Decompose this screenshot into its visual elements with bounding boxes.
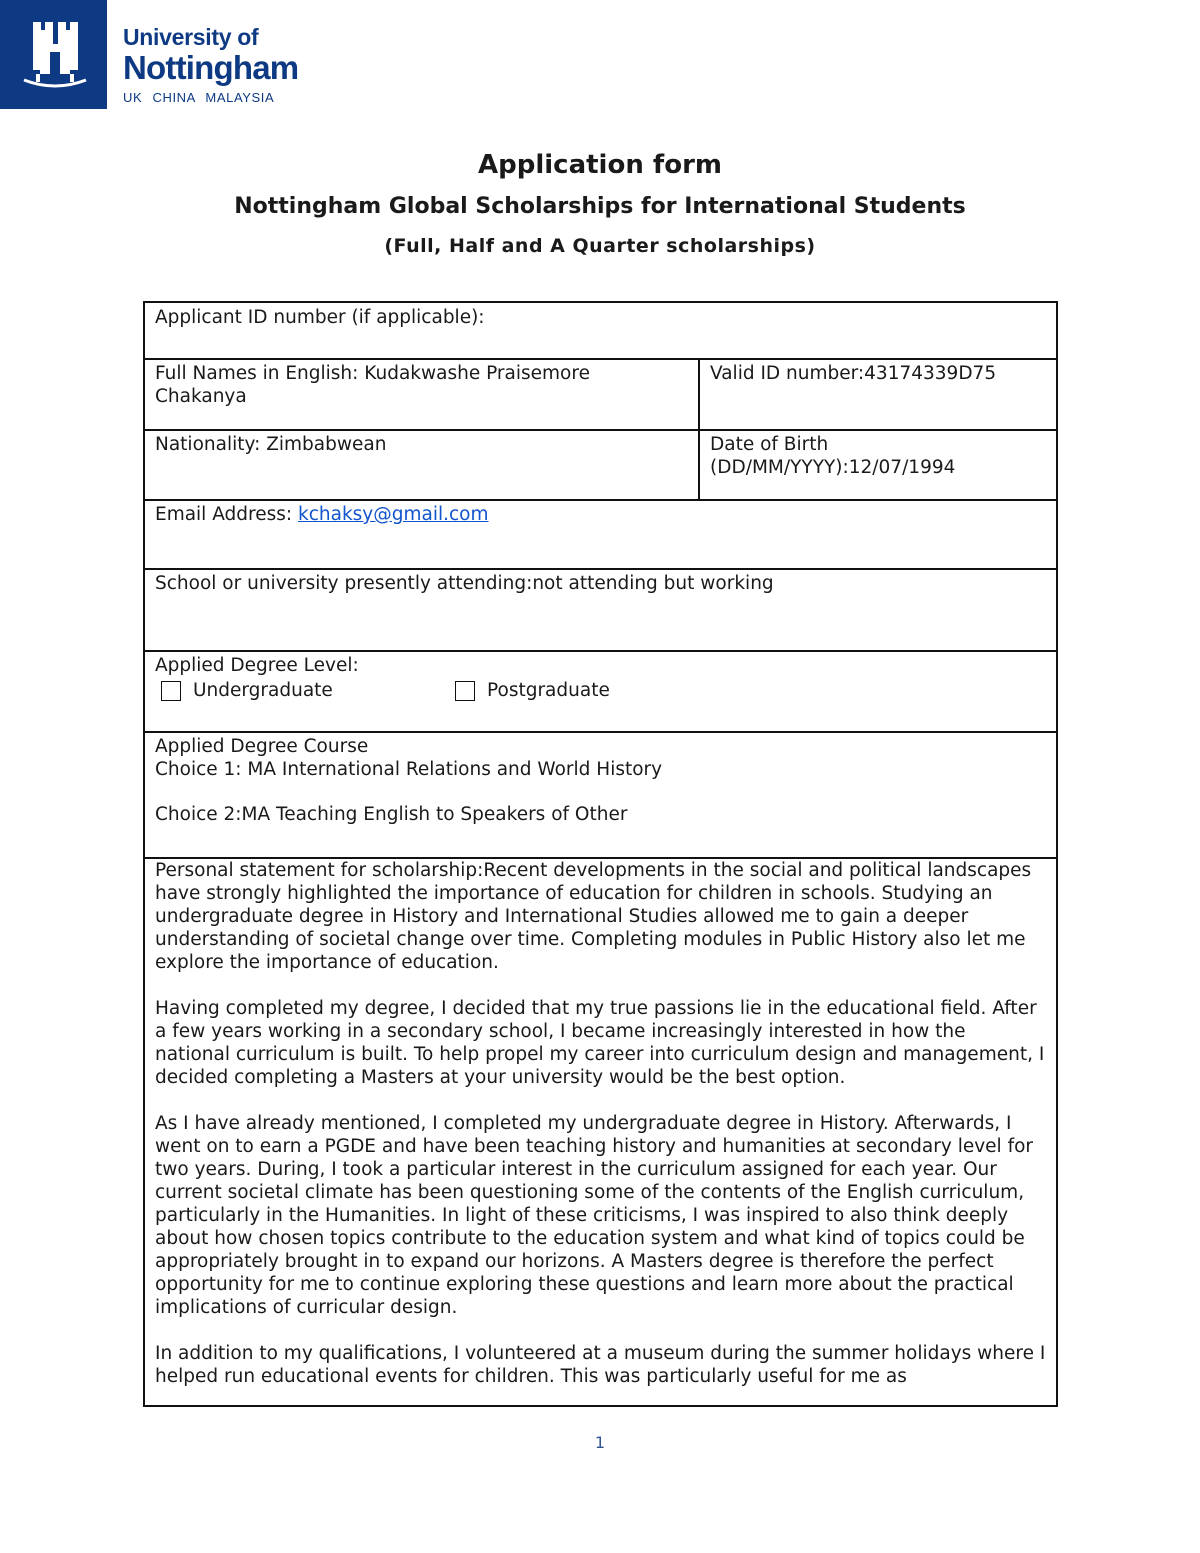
logo-line-campuses: UK CHINA MALAYSIA xyxy=(123,90,275,105)
row-degree-course xyxy=(145,733,1056,859)
course-label: Applied Degree Course xyxy=(155,736,369,757)
undergraduate-checkbox[interactable] xyxy=(161,681,181,701)
degree-level-label: Applied Degree Level: xyxy=(155,655,359,676)
row-email xyxy=(145,501,1056,570)
full-names-field[interactable]: Full Names in English: Kudakwashe Praisemore Chakanya xyxy=(145,360,700,429)
university-crest-logo xyxy=(0,0,107,109)
scholarship-types-note: (Full, Half and A Quarter scholarships) xyxy=(384,235,816,257)
statement-paragraph-1: Personal statement for scholarship:Recent developments in the social and political landscapes have strongly highlighted the importance of education for children in schools. Studying an undergraduate degree in History and International Studies allowed me to gain a deeper understanding of societal change over time. Completing modules in Public History also let me explore the importance of education. xyxy=(155,860,1032,973)
email-label: Email Address: xyxy=(155,504,298,525)
degree-course-field[interactable] xyxy=(145,733,1056,857)
course-choice-1: Choice 1: MA International Relations and World History xyxy=(155,759,663,780)
row-applicant-id xyxy=(145,303,1056,360)
row-personal-statement xyxy=(145,859,1056,1407)
course-choice-2: Choice 2:MA Teaching English to Speakers of Other xyxy=(155,804,628,825)
school-field[interactable]: School or university presently attending:not attending but working xyxy=(155,573,774,594)
university-wordmark xyxy=(123,24,298,107)
nationality-field[interactable]: Nationality: Zimbabwean xyxy=(145,431,700,499)
personal-statement-field[interactable] xyxy=(145,859,1056,1407)
row-nationality-dob xyxy=(145,431,1056,501)
statement-paragraph-2: Having completed my degree, I decided that my true passions lie in the educational field. After a few years working in a secondary school, I became increasingly interested in how the national curriculum is built. To help propel my career into curriculum design and management, I decided completing a Masters at your university would be the best option. xyxy=(155,998,1045,1088)
undergraduate-label: Undergraduate xyxy=(193,680,333,701)
page-number: 1 xyxy=(594,1433,606,1452)
degree-level-field xyxy=(145,652,1056,731)
row-school xyxy=(145,570,1056,652)
applicant-id-field[interactable]: Applicant ID number (if applicable): xyxy=(155,307,485,328)
page-title: Application form xyxy=(478,150,722,180)
application-form-table xyxy=(143,301,1058,1407)
email-link[interactable]: kchaksy@gmail.com xyxy=(298,504,489,525)
email-field[interactable] xyxy=(145,501,1056,568)
postgraduate-checkbox[interactable] xyxy=(455,681,475,701)
page-subtitle: Nottingham Global Scholarships for International Students xyxy=(234,194,966,219)
degree-level-options xyxy=(155,679,1046,702)
row-degree-level xyxy=(145,652,1056,733)
statement-paragraph-3: As I have already mentioned, I completed my undergraduate degree in History. Afterwards, I went on to earn a PGDE and have been teaching history and humanities at secondary level for two years. During, I took a particular interest in the curriculum assigned for each year. Our current societal climate has been questioning some of the contents of the English curriculum, particularly in the Humanities. In light of these criticisms, I was inspired to also think deeply about how chosen topics contribute to the education system and what kind of topics could be appropriately brought in to expand our horizons. A Masters degree is therefore the perfect opportunity for me to continue exploring these questions and learn more about the practical implications of curricular design. xyxy=(155,1113,1034,1318)
logo-line-university-of: University of xyxy=(123,24,259,50)
valid-id-field[interactable]: Valid ID number:43174339D75 xyxy=(710,363,997,384)
logo-line-nottingham: Nottingham xyxy=(123,49,299,86)
date-of-birth-field[interactable]: Date of Birth (DD/MM/YYYY):12/07/1994 xyxy=(710,434,956,478)
postgraduate-label: Postgraduate xyxy=(487,680,610,701)
statement-paragraph-4: In addition to my qualifications, I volunteered at a museum during the summer holidays where I helped run educational events for children. This was particularly useful for me as xyxy=(155,1343,1046,1387)
row-names-id xyxy=(145,360,1056,431)
castle-crest-icon xyxy=(0,0,107,109)
